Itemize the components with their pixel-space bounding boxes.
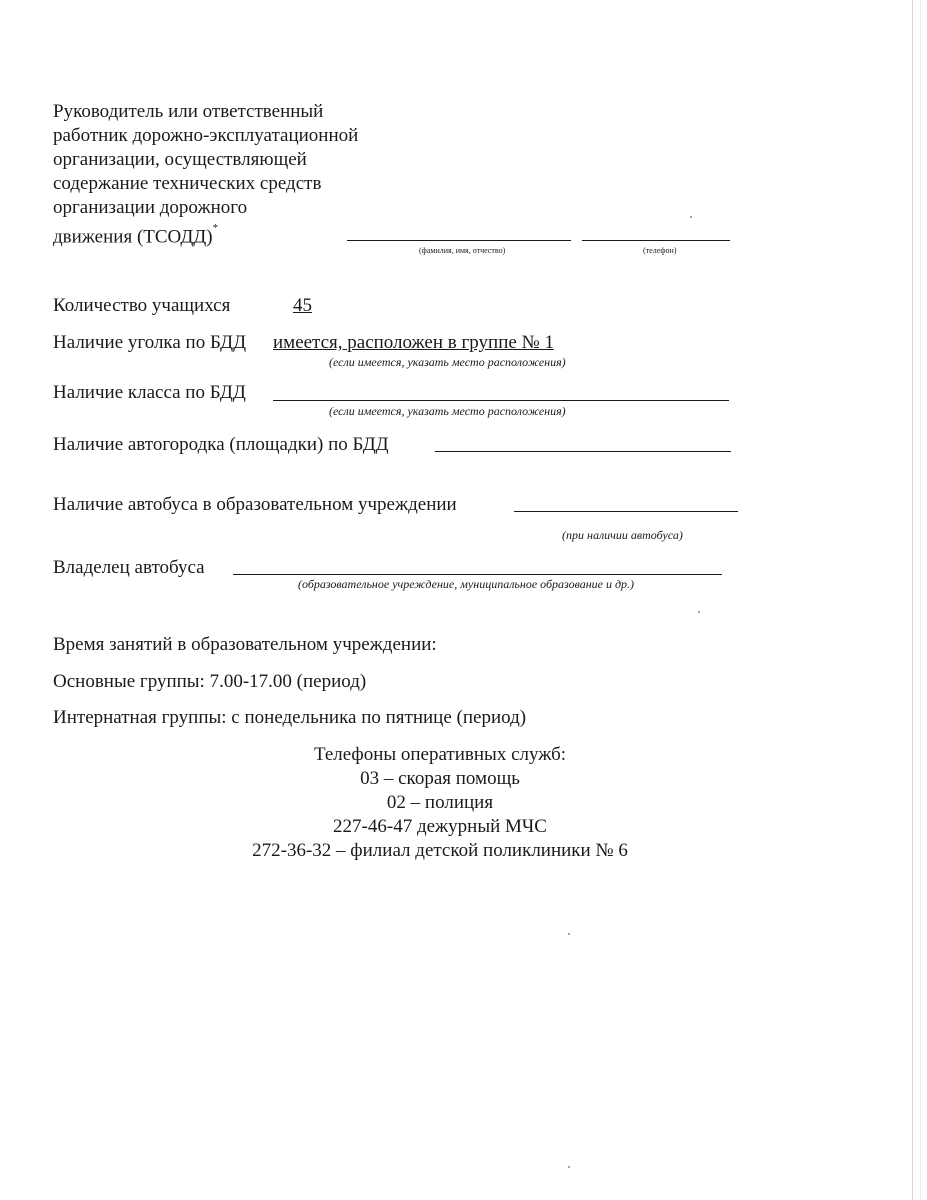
class-field-line[interactable] — [273, 400, 729, 401]
bus-field-line[interactable] — [514, 511, 738, 512]
main-groups-schedule: Основные группы: 7.00-17.00 (период) — [53, 671, 367, 692]
autotown-field-line[interactable] — [435, 451, 731, 452]
header-line: движения (ТСОДД) — [53, 226, 213, 248]
corner-hint: (если имеется, указать место расположения) — [329, 355, 566, 369]
scan-speck — [690, 216, 692, 218]
boarding-groups-schedule: Интернатная группы: с понедельника по пятнице (период) — [53, 707, 527, 728]
phone-field-line[interactable] — [582, 240, 730, 241]
phone-hint: (телефон) — [643, 246, 677, 255]
class-label: Наличие класса по БДД — [53, 382, 246, 403]
corner-label: Наличие уголка по БДД — [53, 332, 247, 353]
phone-item: 272-36-32 – филиал детской поликлиники № 6 — [252, 840, 628, 861]
scan-speck — [568, 933, 570, 935]
header-line: организации дорожного — [53, 197, 248, 218]
schedule-title: Время занятий в образовательном учреждении: — [53, 634, 437, 655]
phone-item: 03 – скорая помощь — [360, 768, 520, 789]
responsible-person-block — [53, 100, 413, 249]
header-line: содержание технических средств — [53, 173, 322, 194]
class-hint: (если имеется, указать место расположения) — [329, 404, 566, 418]
phone-item: 227-46-47 дежурный МЧС — [333, 816, 547, 837]
page-edge-outer — [920, 0, 921, 1200]
bus-label: Наличие автобуса в образовательном учреждении — [53, 494, 457, 515]
header-line: организации, осуществляющей — [53, 149, 307, 170]
phone-item: 02 – полиция — [386, 792, 494, 813]
students-value: 45 — [293, 295, 312, 316]
fio-field-line[interactable] — [347, 240, 571, 241]
scan-speck — [698, 611, 700, 613]
asterisk-note: * — [212, 222, 219, 234]
bus-owner-label: Владелец автобуса — [53, 557, 205, 578]
bus-owner-field-line[interactable] — [233, 574, 722, 575]
corner-value: имеется, расположен в группе № 1 — [273, 332, 554, 353]
header-line-last — [53, 220, 413, 249]
scan-speck — [568, 1166, 570, 1168]
autotown-label: Наличие автогородка (площадки) по БДД — [53, 434, 389, 455]
phones-title: Телефоны оперативных служб: — [313, 744, 567, 765]
fio-hint: (фамилия, имя, отчество) — [419, 246, 506, 255]
page-edge — [912, 0, 913, 1200]
bus-hint: (при наличии автобуса) — [562, 528, 683, 542]
header-line: работник дорожно-эксплуатационной — [53, 125, 359, 146]
header-line: Руководитель или ответственный — [53, 101, 324, 122]
bus-owner-hint: (образовательное учреждение, муниципальное образование и др.) — [298, 577, 635, 591]
students-label: Количество учащихся — [53, 295, 231, 316]
